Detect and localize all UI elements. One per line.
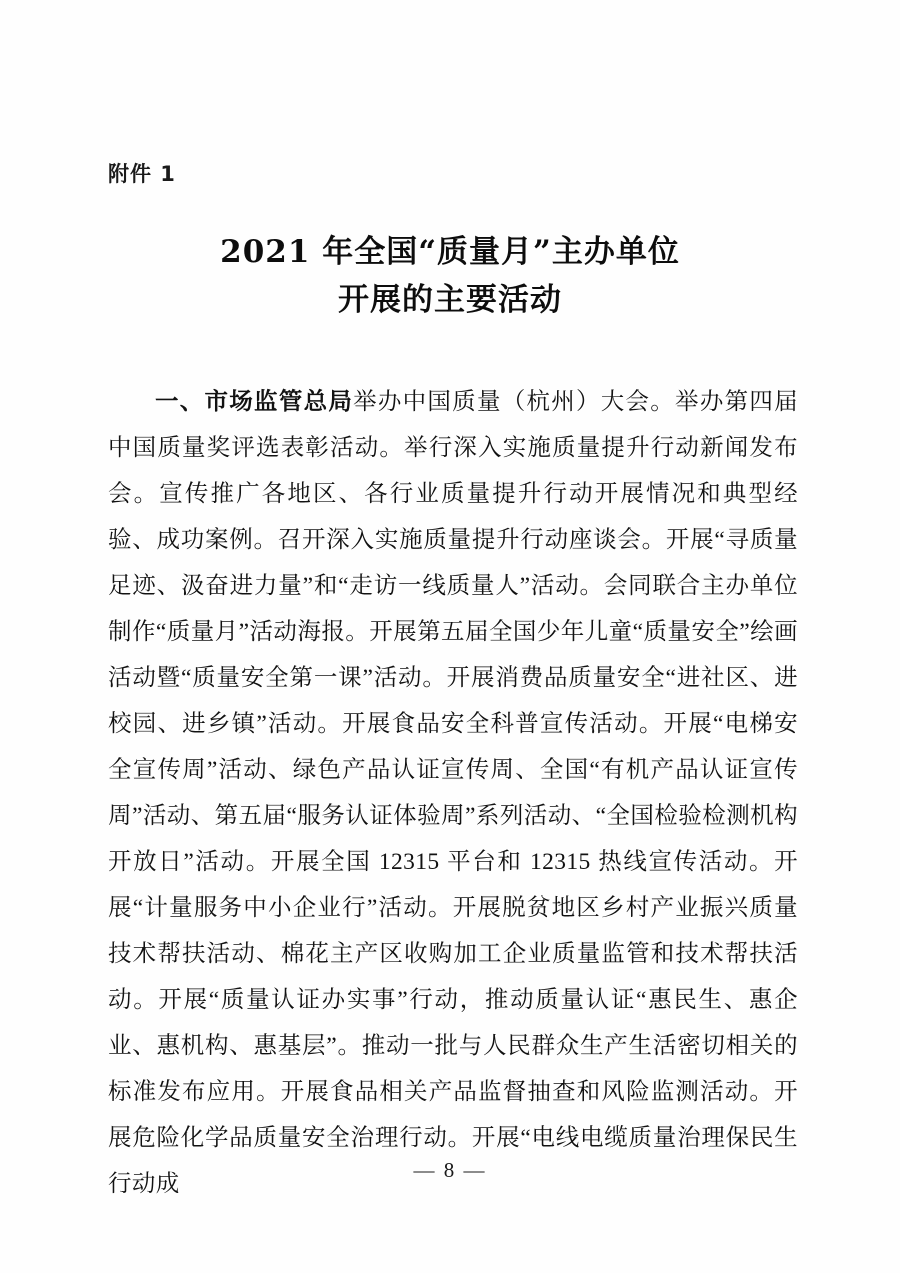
- paragraph-section-one: [108, 378, 798, 1207]
- page-title-line-1: 2021 年全国“质量月”主办单位: [220, 234, 680, 270]
- page-title-line-2: 开展的主要活动: [338, 282, 562, 318]
- page-number: — 8 —: [413, 1158, 487, 1182]
- body-text: [108, 378, 798, 1207]
- attachment-label: 附件 1: [108, 162, 176, 186]
- paragraph-body: 举办中国质量（杭州）大会。举办第四届中国质量奖评选表彰活动。举行深入实施质量提升行动新闻发布会。宣传推广各地区、各行业质量提升行动开展情况和典型经验、成功案例。召开深入实施质量提升行动座谈会。开展“寻质量足迹、汲奋进力量”和“走访一线质量人”活动。会同联合主办单位制作“质量月”活动海报。开展第五届全国少年儿童“质量安全”绘画活动暨“质量安全第一课”活动。开展消费品质量安全“进社区、进校园、进乡镇”活动。开展食品安全科普宣传活动。开展“电梯安全宣传周”活动、绿色产品认证宣传周、全国“有机产品认证宣传周”活动、第五届“服务认证体验周”系列活动、“全国检验检测机构开放日”活动。开展全国 12315 平台和 12315 热线宣传活动。开展“计量服务中小企业行”活动。开展脱贫地区乡村产业振兴质量技术帮扶活动、棉花主产区收购加工企业质量监管和技术帮扶活动。开展“质量认证办实事”行动，推动质量认证“惠民生、惠企业、惠机构、惠基层”。推动一批与人民群众生产生活密切相关的标准发布应用。开展食品相关产品监督抽查和风险监测活动。开展危险化学品质量安全治理行动。开展“电线电缆质量治理保民生行动成: [108, 389, 799, 1197]
- paragraph-lead: 一、市场监管总局: [155, 387, 354, 415]
- page-title: [108, 228, 792, 324]
